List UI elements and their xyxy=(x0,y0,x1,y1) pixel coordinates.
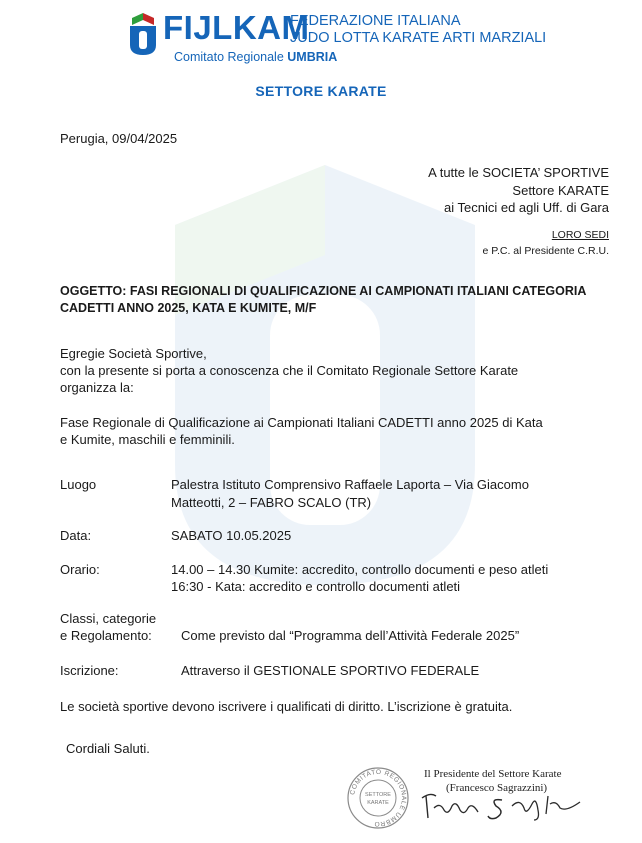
stamp-ring-text: COMITATO REGIONALE UMBRO xyxy=(349,768,408,828)
logo-wordmark: FIJLKAM xyxy=(163,9,310,46)
committee-region: UMBRIA xyxy=(287,50,338,64)
subject-line1: OGGETTO: FASI REGIONALI DI QUALIFICAZIONE AI CAMPIONATI ITALIANI CATEGORIA xyxy=(60,284,587,298)
classi-label-line2: e Regolamento: xyxy=(60,628,152,643)
loro-sedi: LORO SEDI xyxy=(551,229,609,241)
federation-name-line1: FEDERAZIONE ITALIANA xyxy=(290,13,461,29)
orario-line1: 14.00 – 14.30 Kumite: accredito, controllo documenti e peso atleti xyxy=(171,562,549,577)
iscrizione-label: Iscrizione: xyxy=(60,663,119,678)
data-label: Data: xyxy=(60,528,92,543)
recipient-line: Settore KARATE xyxy=(512,183,609,198)
event-line2: e Kumite, maschili e femminili. xyxy=(60,432,235,447)
luogo-line1: Palestra Istituto Comprensivo Raffaele Laporta – Via Giacomo xyxy=(171,477,529,492)
committee-prefix: Comitato Regionale xyxy=(174,50,284,64)
closing-note: Le società sportive devono iscrivere i qualificati di diritto. L’iscrizione è gratuita. xyxy=(60,699,513,714)
committee-stamp-icon xyxy=(346,766,410,830)
luogo-label: Luogo xyxy=(60,477,97,492)
luogo-line2: Matteotti, 2 – FABRO SCALO (TR) xyxy=(171,495,372,510)
committee-name xyxy=(174,50,337,64)
recipient-line: ai Tecnici ed agli Uff. di Gara xyxy=(444,200,609,215)
stamp-center-line1: SETTORE xyxy=(365,792,391,798)
signatory-name: (Francesco Sagrazzini) xyxy=(446,782,548,794)
cc-line: e P.C. al Presidente C.R.U. xyxy=(482,245,609,257)
iscrizione-value: Attraverso il GESTIONALE SPORTIVO FEDERALE xyxy=(181,663,480,678)
classi-label-line1: Classi, categorie xyxy=(60,611,157,626)
federation-name-line2: JUDO LOTTA KARATE ARTI MARZIALI xyxy=(290,30,547,46)
signatory-title: Il Presidente del Settore Karate xyxy=(424,768,562,780)
salutation: Cordiali Saluti. xyxy=(66,741,150,756)
recipient-line: A tutte le SOCIETA’ SPORTIVE xyxy=(428,165,609,180)
fijlkam-logo-icon xyxy=(128,12,158,56)
subject-line2: CADETTI ANNO 2025, KATA E KUMITE, M/F xyxy=(60,301,317,315)
handwritten-signature-icon xyxy=(420,790,585,822)
sector-title: SETTORE KARATE xyxy=(255,83,387,99)
orario-line2: 16:30 - Kata: accredito e controllo documenti atleti xyxy=(171,579,461,594)
stamp-center-line2: KARATE xyxy=(367,800,389,806)
event-line1: Fase Regionale di Qualificazione ai Campionati Italiani CADETTI anno 2025 di Kata xyxy=(60,415,543,430)
greeting: Egregie Società Sportive, xyxy=(60,346,207,361)
svg-text:COMITATO REGIONALE UMBRO xyxy=(349,769,407,827)
orario-label: Orario: xyxy=(60,562,100,577)
intro-line2: organizza la: xyxy=(60,380,134,395)
place-date: Perugia, 09/04/2025 xyxy=(60,131,178,146)
data-value: SABATO 10.05.2025 xyxy=(171,528,292,543)
intro-line1: con la presente si porta a conoscenza che il Comitato Regionale Settore Karate xyxy=(60,363,519,378)
classi-value: Come previsto dal “Programma dell’Attività Federale 2025” xyxy=(181,628,520,643)
